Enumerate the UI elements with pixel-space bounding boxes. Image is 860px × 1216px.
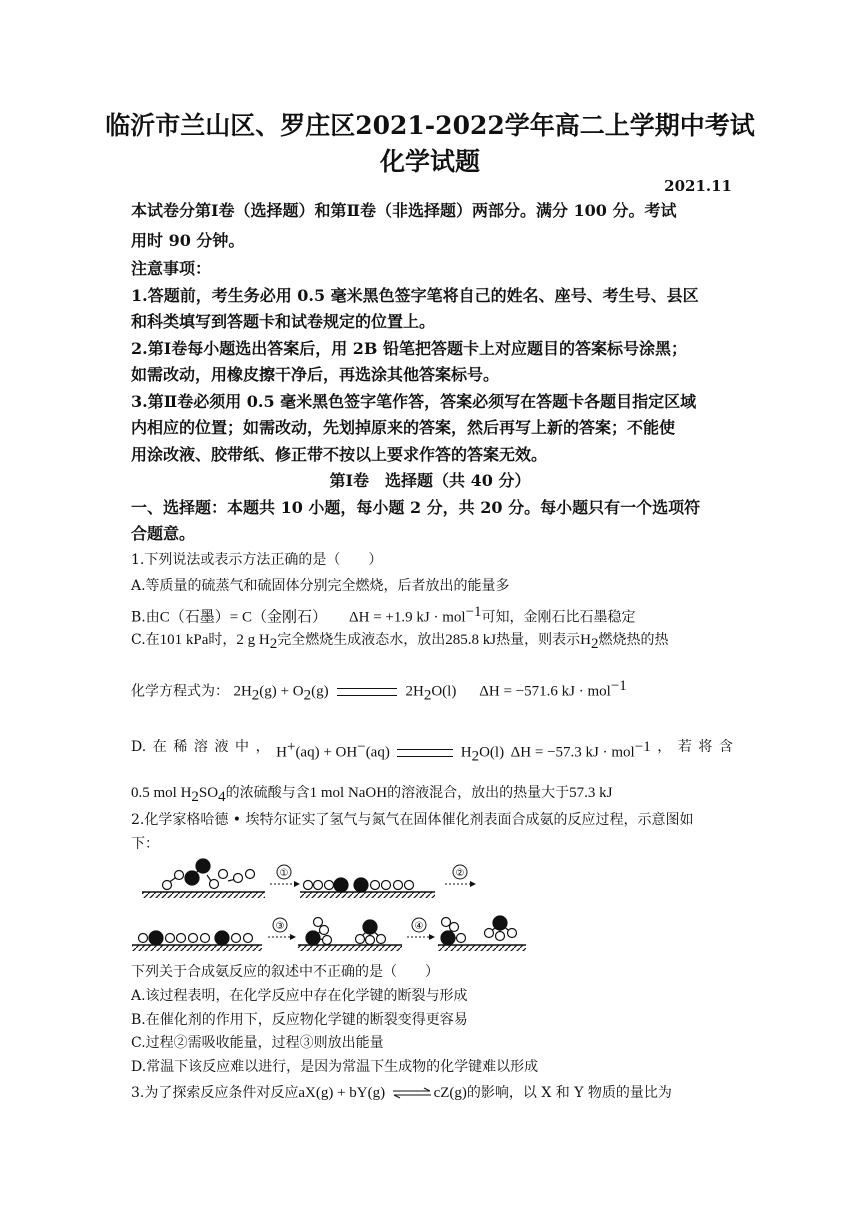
notice-1b: 和科类填写到答题卡和试卷规定的位置上。 xyxy=(131,312,436,331)
exam-title: 临沂市兰山区、罗庄区2021-2022学年高二上学期中考试 xyxy=(105,111,755,140)
q2-stem-a: 2.化学家格哈德 • 埃特尔证实了氢气与氮气在固体催化剂表面合成氨的反应过程，示意图如 xyxy=(131,812,694,828)
notice-3a: 3.第Ⅱ卷必须用 0.5 毫米黑色签字笔作答，答案必须写在答题卡各题目指定区域 xyxy=(131,392,697,411)
q2-option-d: D.常温下该反应难以进行，是因为常温下生成物的化学键难以形成 xyxy=(131,1059,539,1075)
molecules-stage-5 xyxy=(441,916,517,945)
molecules-stage-2 xyxy=(304,878,414,892)
svg-text:③: ③ xyxy=(275,921,285,932)
intro-line-1: 本试卷分第Ⅰ卷（选择题）和第Ⅱ卷（非选择题）两部分。满分 100 分。考试 xyxy=(131,201,677,220)
catalyst-surface-2 xyxy=(300,892,435,898)
exam-subject-title: 化学试题 xyxy=(379,147,480,176)
svg-text:①: ① xyxy=(279,868,289,879)
q1-option-d-line1: D. 在 稀 溶 液 中 ， H+(aq) + OH−(aq) $H_2O(l)$ ΔH = −57.3 kJ · mol$^{-1}$ ， 若 将 含 xyxy=(131,739,733,765)
notice-1a: 1.答题前，考生务必用 0.5 毫米黑色签字笔将自己的姓名、座号、考生号、县区 xyxy=(131,286,699,305)
catalyst-surface-3 xyxy=(132,945,262,951)
molecules-stage-1 xyxy=(163,859,255,890)
notice-2a: 2.第Ⅰ卷每小题选出答案后，用 2B 铅笔把答题卡上对应题目的答案标号涂黑； xyxy=(131,339,687,358)
catalyst-surface-1 xyxy=(142,892,265,898)
q1-option-c-line2: 化学方程式为： $2H_2(g) + O_2(g)$ $2H_2O(l) \Delta H = -571.6$ kJ · mol$^{-1}$ xyxy=(131,678,627,704)
section-1-heading: 第Ⅰ卷 选择题（共 40 分） xyxy=(329,471,531,490)
molecules-stage-4 xyxy=(306,918,386,946)
step-4-arrow xyxy=(407,918,435,940)
catalyst-surface-4 xyxy=(298,945,402,951)
q1-option-d-line2: 0.5 mol $H_2SO_4$的浓硫酸与含1 mol NaOH的溶液混合，放出的热量大于57.3 kJ xyxy=(131,785,613,805)
q2-stem-b: 下： xyxy=(131,836,159,852)
catalyst-surface-5 xyxy=(438,945,526,951)
ammonia-synthesis-diagram xyxy=(130,852,530,956)
q2-option-a: A.该过程表明，在化学反应中存在化学键的断裂与形成 xyxy=(131,988,468,1004)
step-2-arrow xyxy=(445,865,476,887)
notice-2b: 如需改动，用橡皮擦干净后，再选涂其他答案标号。 xyxy=(131,365,500,384)
notice-heading: 注意事项： xyxy=(131,259,212,278)
equals-double-line xyxy=(337,688,397,696)
svg-text:④: ④ xyxy=(414,921,424,932)
q2-question: 下列关于合成氨反应的叙述中不正确的是（ ） xyxy=(131,964,439,980)
notice-3b: 内相应的位置；如需改动，先划掉原来的答案，然后再写上新的答案；不能使 xyxy=(131,418,676,437)
notice-3c: 用涂改液、胶带纸、修正带不按以上要求作答的答案无效。 xyxy=(131,445,548,464)
q2-option-c: C.过程②需吸收能量，过程③则放出能量 xyxy=(131,1035,384,1051)
q1-option-b: B.由C（石墨）= C（金刚石） ΔH = +1.9 kJ · mol$^{-1}$可知，金刚石比石墨稳定 xyxy=(131,604,636,626)
q2-option-b: B.在催化剂的作用下，反应物化学键的断裂变得更容易 xyxy=(131,1012,468,1028)
intro-line-2: 用时 90 分钟。 xyxy=(131,231,245,250)
q3-stem: 3.为了探索反应条件对反应aX(g) + bY(g) cZ(g)的影响，以 X 和 Y 物质的量比为 xyxy=(131,1085,672,1101)
svg-text:②: ② xyxy=(455,868,465,879)
q1-option-c-line1: C.在101 kPa时，2 g $H_2$完全燃烧生成液态水，放出285.8 kJ热量，则表示$H_2$燃烧热的热 xyxy=(131,632,669,652)
q1-option-a: A.等质量的硫蒸气和硫固体分别完全燃烧，后者放出的能量多 xyxy=(131,578,510,594)
step-1-arrow xyxy=(270,865,300,887)
section-1-desc-b: 合题意。 xyxy=(131,524,196,543)
molecules-stage-3 xyxy=(139,931,253,945)
equals-double-line xyxy=(397,749,453,757)
exam-date: 2021.11 xyxy=(664,177,732,195)
q1-stem: 1.下列说法或表示方法正确的是（ ） xyxy=(131,552,383,568)
step-3-arrow xyxy=(268,918,296,940)
section-1-desc-a: 一、选择题：本题共 10 小题，每小题 2 分，共 20 分。每小题只有一个选项符 xyxy=(131,498,701,517)
reversible-arrow-icon xyxy=(392,1087,432,1099)
